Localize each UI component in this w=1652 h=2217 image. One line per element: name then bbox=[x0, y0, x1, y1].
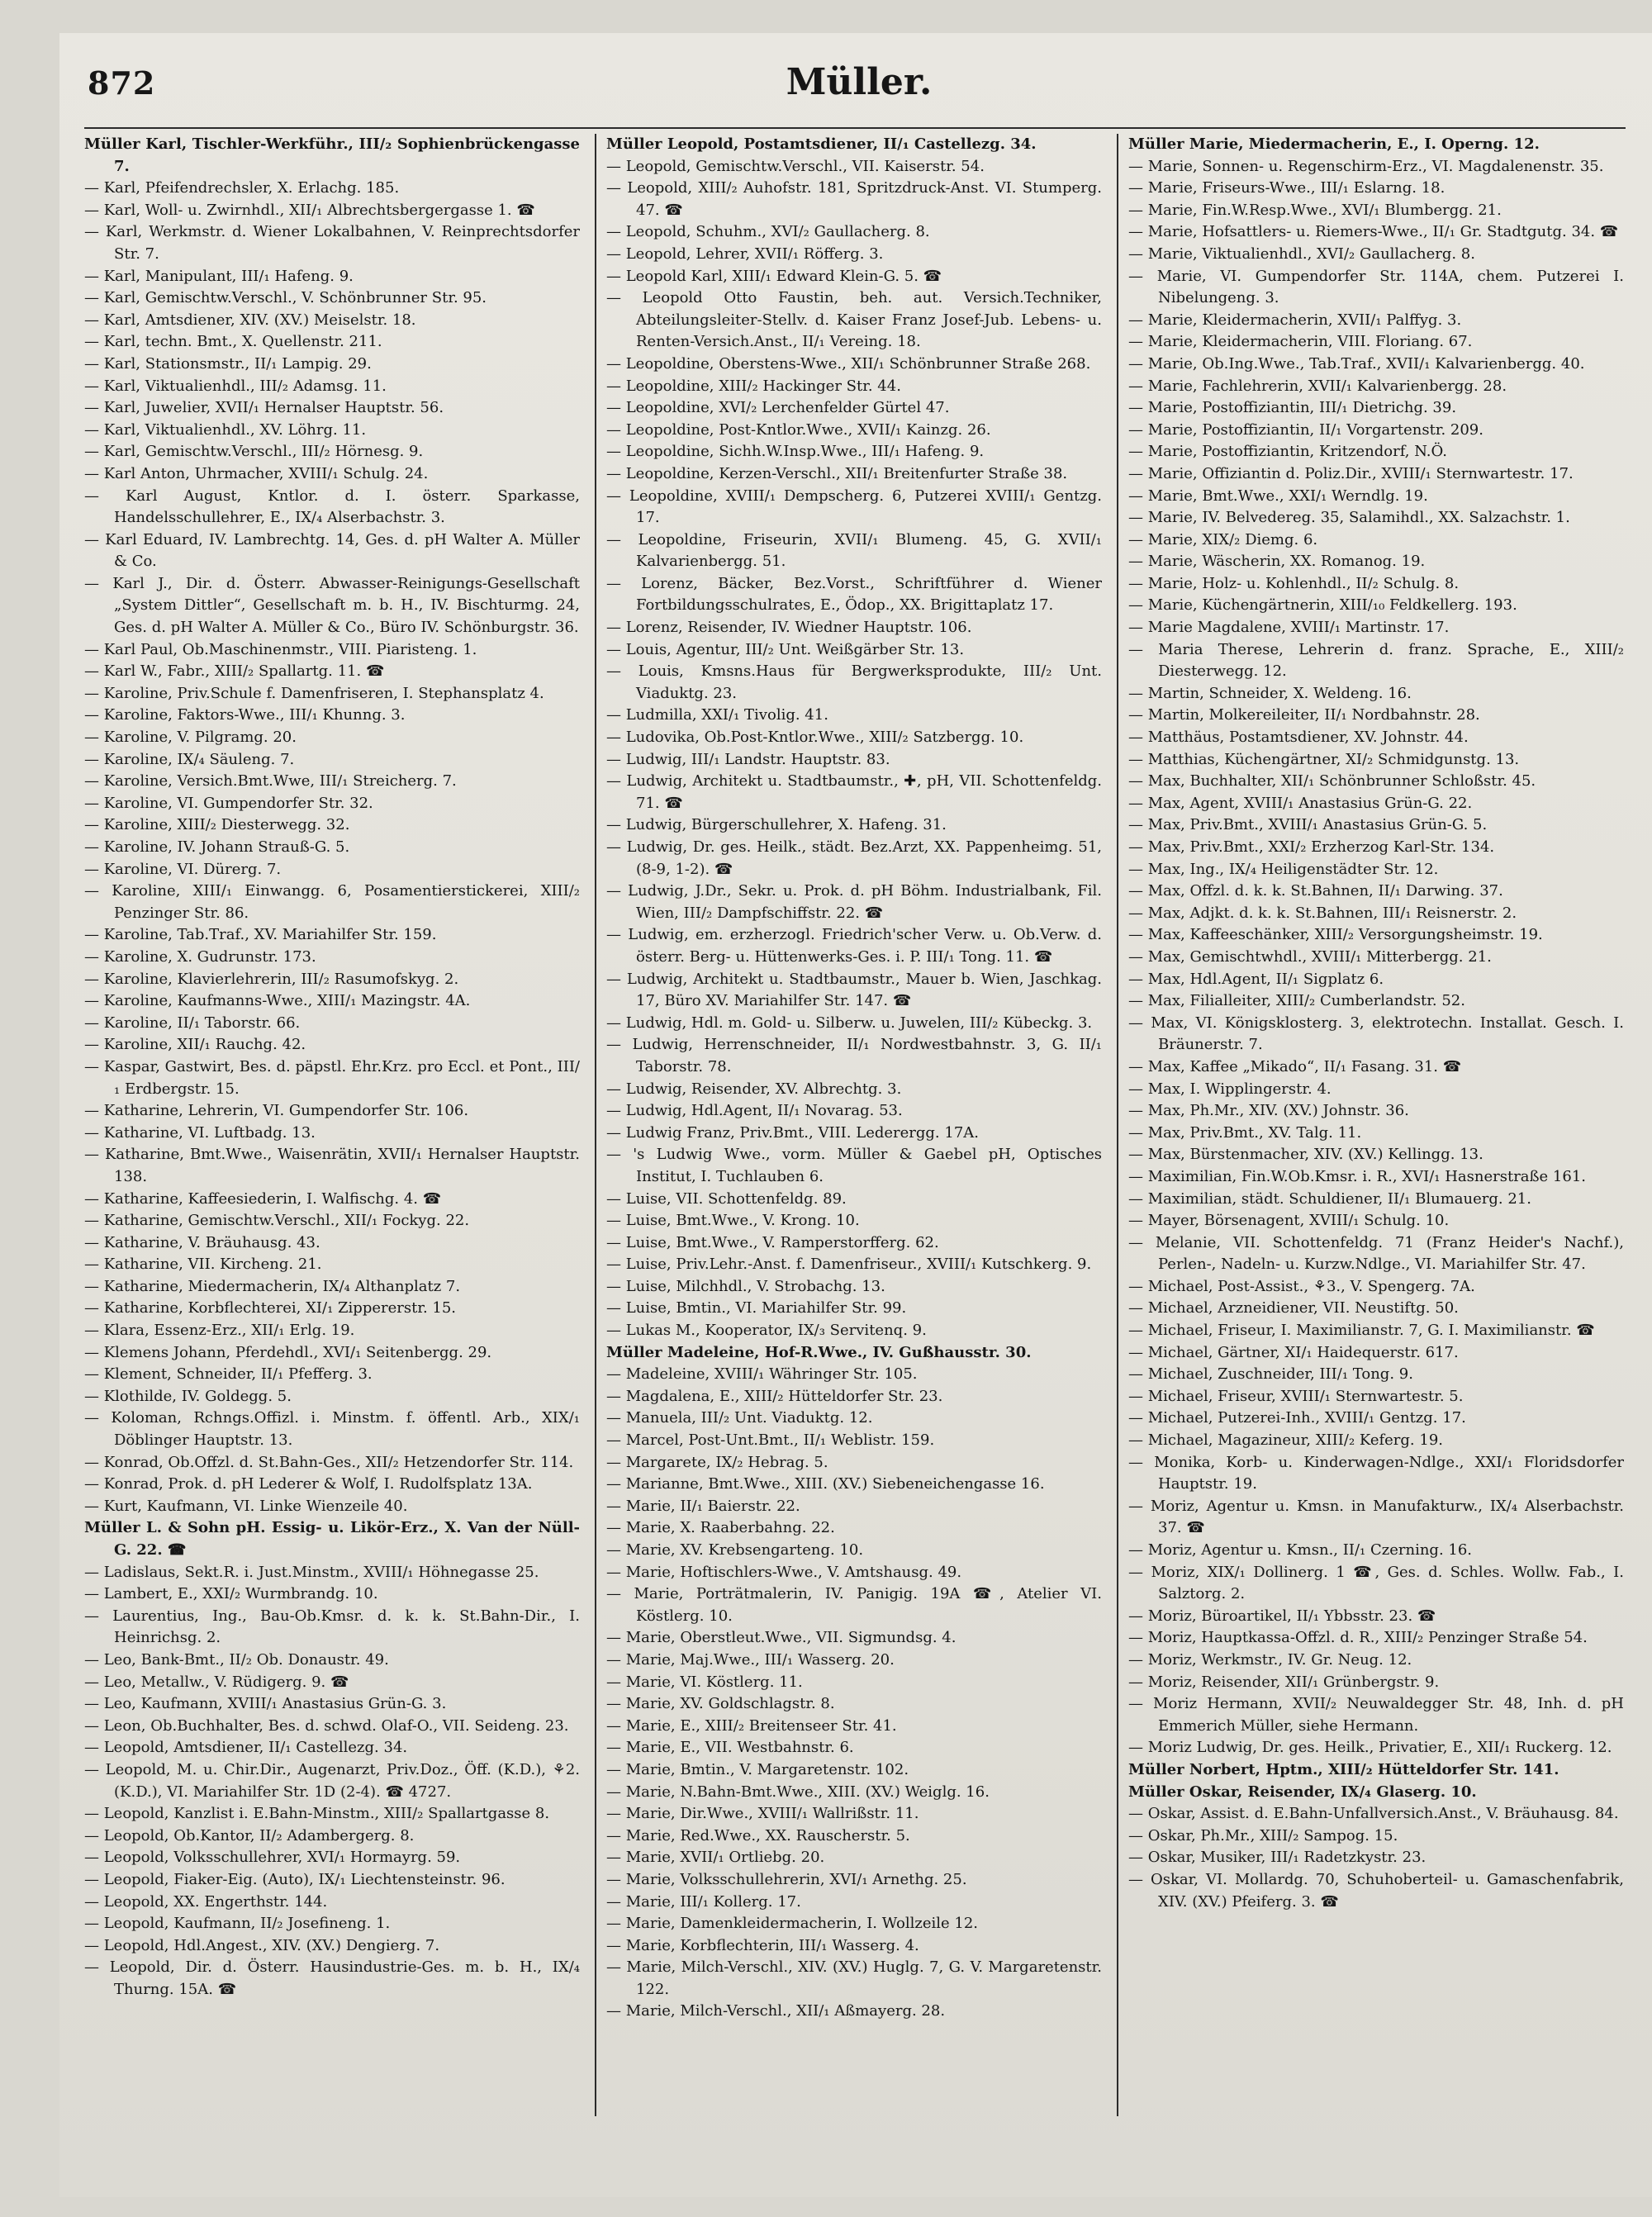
directory-entry: — Klement, Schneider, II/₁ Pfefferg. 3. bbox=[84, 1365, 373, 1384]
column-rule bbox=[595, 134, 596, 2116]
directory-entry: — Moriz, Agentur u. Kmsn., II/₁ Czerning. 16. bbox=[1128, 1541, 1473, 1559]
directory-entry: — Karoline, Klavierlehrerin, III/₂ Rasumofskyg. 2. bbox=[84, 970, 459, 988]
directory-entry: — Karl, Gemischtw.Verschl., V. Schönbrunner Str. 95. bbox=[84, 289, 487, 307]
directory-entry: — Michael, Gärtner, XI/₁ Haidequerstr. 617. bbox=[1128, 1343, 1459, 1361]
directory-entry: — Max, Priv.Bmt., XV. Talg. 11. bbox=[1128, 1123, 1362, 1142]
directory-entry: — Karl, Woll- u. Zwirnhdl., XII/₁ Albrechtsbergergasse 1. ☎ bbox=[84, 201, 535, 219]
directory-entry: — Magdalena, E., XIII/₂ Hütteldorfer Str. 23. bbox=[606, 1387, 943, 1405]
directory-entry: — Leopold, Fiaker-Eig. (Auto), IX/₁ Liechtensteinstr. 96. bbox=[84, 1870, 506, 1888]
directory-entry: — Leopoldine, XVIII/₁ Dempscherg. 6, Putzerei XVIII/₁ Gentzg. 17. bbox=[606, 487, 1102, 527]
directory-entry: — Marie Magdalene, XVIII/₁ Martinstr. 17. bbox=[1128, 619, 1450, 637]
directory-entry: — Moriz, Agentur u. Kmsn. in Manufakturw., IX/₄ Alserbachstr. 37. ☎ bbox=[1128, 1497, 1624, 1537]
directory-entry: — Konrad, Ob.Offzl. d. St.Bahn-Ges., XII/₂ Hetzendorfer Str. 114. bbox=[84, 1453, 574, 1471]
directory-entry: — Klara, Essenz-Erz., XII/₁ Erlg. 19. bbox=[84, 1322, 355, 1340]
directory-entry: — Karoline, Versich.Bmt.Wwe, III/₁ Streicherg. 7. bbox=[84, 772, 457, 790]
directory-entry: — Karoline, XII/₁ Rauchg. 42. bbox=[84, 1036, 306, 1054]
directory-entry: — Marie, VI. Köstlerg. 11. bbox=[606, 1673, 803, 1691]
directory-entry: — Madeleine, XVIII/₁ Währinger Str. 105. bbox=[606, 1365, 918, 1384]
directory-entry: — Marie, IV. Belvedereg. 35, Salamihdl., XX. Salzachstr. 1. bbox=[1128, 509, 1570, 527]
directory-entry: — Luise, VII. Schottenfeldg. 89. bbox=[606, 1189, 847, 1208]
directory-entry: — Max, Ph.Mr., XIV. (XV.) Johnstr. 36. bbox=[1128, 1102, 1409, 1120]
directory-entry: — Michael, Friseur, XVIII/₁ Sternwartestr. 5. bbox=[1128, 1387, 1464, 1405]
directory-entry: — Oskar, Assist. d. E.Bahn-Unfallversich.Anst., V. Bräuhausg. 84. bbox=[1128, 1805, 1619, 1823]
directory-entry: — Karoline, V. Pilgramg. 20. bbox=[84, 729, 297, 747]
directory-entry: — Laurentius, Ing., Bau-Ob.Kmsr. d. k. k. St.Bahn-Dir., I. Heinrichsg. 2. bbox=[84, 1607, 580, 1647]
directory-entry: — Karl Anton, Uhrmacher, XVIII/₁ Schulg. 24. bbox=[84, 464, 429, 482]
directory-entry: — Marie, Kleidermacherin, VIII. Floriang. 67. bbox=[1128, 333, 1473, 351]
directory-entry: — Leopoldine, XVI/₂ Lerchenfelder Gürtel 47. bbox=[606, 399, 950, 417]
directory-entry: — Michael, Friseur, I. Maximilianstr. 7, G. I. Maximilianstr. ☎ bbox=[1128, 1322, 1595, 1340]
directory-entry: — Marie, Hoftischlers-Wwe., V. Amtshausg. 49. bbox=[606, 1563, 962, 1581]
directory-entry: Müller Marie, Miedermacherin, E., I. Operng. 12. bbox=[1128, 135, 1540, 153]
directory-entry: — Manuela, III/₂ Unt. Viaduktg. 12. bbox=[606, 1409, 873, 1427]
directory-entry: — Ludwig, em. erzherzogl. Friedrich'scher Verw. u. Ob.Verw. d. österr. Berg- u. Hüttenwerks-Ges. i. P. III/₁ Tong. 11. ☎ bbox=[606, 926, 1102, 966]
directory-entry: — Maximilian, städt. Schuldiener, II/₁ Blumauerg. 21. bbox=[1128, 1189, 1531, 1208]
directory-entry: — Moriz, Hauptkassa-Offzl. d. R., XIII/₂ Penzinger Straße 54. bbox=[1128, 1629, 1588, 1647]
directory-entry: — Karoline, Faktors-Wwe., III/₁ Khunng. 3. bbox=[84, 706, 406, 724]
directory-entry: — Marie, Bmt.Wwe., XXI/₁ Werndlg. 19. bbox=[1128, 487, 1428, 505]
directory-entry: — Michael, Putzerei-Inh., XVIII/₁ Gentzg. 17. bbox=[1128, 1409, 1466, 1427]
directory-entry: — Mayer, Börsenagent, XVIII/₁ Schulg. 10. bbox=[1128, 1212, 1450, 1230]
directory-entry: — Marie, Red.Wwe., XX. Rauscherstr. 5. bbox=[606, 1826, 910, 1844]
directory-column-3 bbox=[1128, 134, 1624, 2149]
directory-column-1 bbox=[84, 134, 580, 2149]
directory-entry: — Marie, Holz- u. Kohlenhdl., II/₂ Schulg. 8. bbox=[1128, 574, 1460, 592]
directory-entry: — Katharine, Miedermacherin, IX/₄ Althanplatz 7. bbox=[84, 1277, 461, 1295]
directory-entry: — Karl Eduard, IV. Lambrechtg. 14, Ges. d. pH Walter A. Müller & Co. bbox=[84, 530, 580, 571]
directory-entry: — Karl August, Kntlor. d. I. österr. Sparkasse, Handelsschullehrer, E., IX/₄ Alserbachstr. 3. bbox=[84, 487, 580, 527]
directory-entry: — Marie, Fachlehrerin, XVII/₁ Kalvarienbergg. 28. bbox=[1128, 377, 1507, 395]
directory-entry: Müller Karl, Tischler-Werkführ., III/₂ Sophienbrückengasse 7. bbox=[84, 135, 580, 175]
directory-entry: Müller Madeleine, Hof-R.Wwe., IV. Gußhausstr. 30. bbox=[606, 1343, 1032, 1361]
directory-entry: — 's Ludwig Wwe., vorm. Müller & Gaebel pH, Optisches Institut, I. Tuchlauben 6. bbox=[606, 1146, 1102, 1185]
directory-entry: — Karl, techn. Bmt., X. Quellenstr. 211. bbox=[84, 333, 382, 351]
directory-entry: — Marie, Korbflechterin, III/₁ Wasserg. 4. bbox=[606, 1936, 919, 1954]
directory-entry: — Max, I. Wipplingerstr. 4. bbox=[1128, 1080, 1332, 1098]
directory-entry: — Marie, Postoffiziantin, III/₁ Dietrichg. 39. bbox=[1128, 399, 1457, 417]
directory-entry: — Marie, Bmtin., V. Margaretenstr. 102. bbox=[606, 1760, 909, 1778]
directory-entry: — Karl J., Dir. d. Österr. Abwasser-Reinigungs-Gesellschaft „System Dittler“, Gesellschaft m. b. H., IV. Bischturmg. 24, Ges. d. pH Walter A. Müller & Co., Büro IV. Schönburgstr. 36. bbox=[84, 574, 580, 637]
directory-entry: — Marie, Kleidermacherin, XVII/₁ Palffyg. 3. bbox=[1128, 311, 1462, 329]
directory-entry: — Max, Agent, XVIII/₁ Anastasius Grün-G. 22. bbox=[1128, 794, 1473, 812]
directory-entry: — Marie, III/₁ Kollerg. 17. bbox=[606, 1892, 801, 1911]
directory-entry: — Maximilian, Fin.W.Ob.Kmsr. i. R., XVI/₁ Hasnerstraße 161. bbox=[1128, 1167, 1587, 1185]
directory-entry: Müller Oskar, Reisender, IX/₄ Glaserg. 10. bbox=[1128, 1783, 1477, 1801]
directory-entry: — Lorenz, Bäcker, Bez.Vorst., Schriftführer d. Wiener Fortbildungsschulrates, E., Ödop., XX. Brigittaplatz 17. bbox=[606, 574, 1102, 615]
directory-entry: — Leopold, Dir. d. Österr. Hausindustrie-Ges. m. b. H., IX/₄ Thurng. 15A. ☎ bbox=[84, 1958, 580, 1998]
directory-entry: — Ludwig, Architekt u. Stadtbaumstr., Mauer b. Wien, Jaschkag. 17, Büro XV. Mariahilfer Str. 147. ☎ bbox=[606, 970, 1102, 1010]
directory-column-2 bbox=[606, 134, 1102, 2149]
directory-entry: Müller Leopold, Postamtsdiener, II/₁ Castellezg. 34. bbox=[606, 135, 1037, 153]
directory-entry: — Max, Adjkt. d. k. k. St.Bahnen, III/₁ Reisnerstr. 2. bbox=[1128, 904, 1517, 922]
directory-entry: — Katharine, Gemischtw.Verschl., XII/₁ Fockyg. 22. bbox=[84, 1212, 470, 1230]
directory-entry: — Karl, Juwelier, XVII/₁ Hernalser Hauptstr. 56. bbox=[84, 399, 444, 417]
header-rule bbox=[84, 127, 1626, 129]
directory-entry: — Luise, Priv.Lehr.-Anst. f. Damenfriseur., XVIII/₁ Kutschkerg. 9. bbox=[606, 1256, 1092, 1274]
directory-entry: — Katharine, V. Bräuhausg. 43. bbox=[84, 1233, 320, 1251]
directory-entry: — Klothilde, IV. Goldegg. 5. bbox=[84, 1387, 292, 1405]
directory-entry: — Leopoldine, Sichh.W.Insp.Wwe., III/₁ Hafeng. 9. bbox=[606, 443, 985, 461]
directory-entry: — Marie, Ob.Ing.Wwe., Tab.Traf., XVII/₁ Kalvarienbergg. 40. bbox=[1128, 354, 1585, 373]
directory-entry: — Marie, E., XIII/₂ Breitenseer Str. 41. bbox=[606, 1716, 897, 1735]
directory-entry: Müller L. & Sohn pH. Essig- u. Likör-Erz., X. Van der Nüll-G. 22. ☎ bbox=[84, 1519, 580, 1559]
directory-entry: — Marie, Friseurs-Wwe., III/₁ Eslarng. 18. bbox=[1128, 179, 1446, 197]
directory-entry: — Moriz, Büroartikel, II/₁ Ybbsstr. 23. ☎ bbox=[1128, 1607, 1436, 1625]
directory-entry: — Leopoldine, XIII/₂ Hackinger Str. 44. bbox=[606, 377, 901, 395]
directory-entry: — Leopold, Gemischtw.Verschl., VII. Kaiserstr. 54. bbox=[606, 157, 985, 175]
directory-entry: — Karoline, Tab.Traf., XV. Mariahilfer Str. 159. bbox=[84, 926, 437, 944]
directory-entry: — Marie, Postoffiziantin, Kritzendorf, N.Ö. bbox=[1128, 443, 1447, 461]
directory-entry: — Max, Filialleiter, XIII/₂ Cumberlandstr. 52. bbox=[1128, 992, 1465, 1010]
directory-entry: — Katharine, Bmt.Wwe., Waisenrätin, XVII/₁ Hernalser Hauptstr. 138. bbox=[84, 1146, 580, 1185]
directory-entry: — Leopoldine, Post-Kntlor.Wwe., XVII/₁ Kainzg. 26. bbox=[606, 420, 991, 439]
directory-entry: — Karoline, XIII/₁ Einwangg. 6, Posamentierstickerei, XIII/₂ Penzinger Str. 86. bbox=[84, 882, 580, 922]
directory-entry: — Klemens Johann, Pferdehdl., XVI/₁ Seitenbergg. 29. bbox=[84, 1343, 492, 1361]
directory-entry: — Leopold, Kaufmann, II/₂ Josefineng. 1. bbox=[84, 1915, 391, 1933]
directory-entry: — Marie, Küchengärtnerin, XIII/₁₀ Feldkellerg. 193. bbox=[1128, 596, 1517, 615]
directory-entry: — Koloman, Rchngs.Offizl. i. Minstm. f. öffentl. Arb., XIX/₁ Döblinger Hauptstr. 13. bbox=[84, 1409, 580, 1450]
directory-entry: — Moriz, Reisender, XII/₁ Grünbergstr. 9. bbox=[1128, 1673, 1440, 1691]
directory-entry: — Max, Buchhalter, XII/₁ Schönbrunner Schloßstr. 45. bbox=[1128, 772, 1536, 790]
directory-entry: — Leo, Bank-Bmt., II/₂ Ob. Donaustr. 49. bbox=[84, 1650, 389, 1669]
directory-entry: — Ludmilla, XXI/₁ Tivolig. 41. bbox=[606, 706, 828, 724]
directory-entry: — Michael, Post-Assist., ⚘3., V. Spengerg. 7A. bbox=[1128, 1277, 1475, 1295]
directory-entry: — Ludwig, Reisender, XV. Albrechtg. 3. bbox=[606, 1080, 902, 1098]
directory-entry: — Karoline, Kaufmanns-Wwe., XIII/₁ Mazingstr. 4A. bbox=[84, 992, 471, 1010]
directory-entry: — Karoline, IX/₄ Säuleng. 7. bbox=[84, 750, 295, 768]
directory-entry: — Leopold, Lehrer, XVII/₁ Röfferg. 3. bbox=[606, 244, 884, 263]
directory-entry: — Marie, Wäscherin, XX. Romanog. 19. bbox=[1128, 553, 1426, 571]
directory-entry: — Marie, Oberstleut.Wwe., VII. Sigmundsg. 4. bbox=[606, 1629, 957, 1647]
directory-entry: — Karl, Werkmstr. d. Wiener Lokalbahnen, V. Reinprechtsdorfer Str. 7. bbox=[84, 223, 580, 263]
directory-entry: — Michael, Arzneidiener, VII. Neustiftg. 50. bbox=[1128, 1299, 1459, 1317]
directory-entry: — Luise, Bmtin., VI. Mariahilfer Str. 99. bbox=[606, 1299, 907, 1317]
directory-entry: — Leopold, M. u. Chir.Dir., Augenarzt, Priv.Doz., Öff. (K.D.), ⚘2. (K.D.), VI. Mariahilfer Str. 1D (2-4). ☎ 4727. bbox=[84, 1760, 580, 1801]
directory-entry: — Karl, Viktualienhdl., III/₂ Adamsg. 11. bbox=[84, 377, 387, 395]
directory-entry: — Leopoldine, Kerzen-Verschl., XII/₁ Breitenfurter Straße 38. bbox=[606, 464, 1068, 482]
directory-entry: — Luise, Bmt.Wwe., V. Ramperstorfferg. 62. bbox=[606, 1233, 939, 1251]
directory-entry: — Moriz Hermann, XVII/₂ Neuwaldegger Str. 48, Inh. d. pH Emmerich Müller, siehe Hermann. bbox=[1128, 1695, 1624, 1735]
directory-entry: — Katharine, Lehrerin, VI. Gumpendorfer Str. 106. bbox=[84, 1102, 469, 1120]
directory-entry: — Ludwig, J.Dr., Sekr. u. Prok. d. pH Böhm. Industrialbank, Fil. Wien, III/₂ Dampfschiffstr. 22. ☎ bbox=[606, 882, 1102, 922]
directory-entry: — Ludwig, Dr. ges. Heilk., städt. Bez.Arzt, XX. Pappenheimg. 51, (8-9, 1-2). ☎ bbox=[606, 838, 1102, 878]
directory-entry: — Karl Paul, Ob.Maschinenmstr., VIII. Piaristeng. 1. bbox=[84, 640, 477, 658]
directory-entry: — Max, Kaffeeschänker, XIII/₂ Versorgungsheimstr. 19. bbox=[1128, 926, 1543, 944]
directory-entry: — Max, Bürstenmacher, XIV. (XV.) Kellingg. 13. bbox=[1128, 1146, 1483, 1164]
directory-entry: — Marie, XVII/₁ Ortliebg. 20. bbox=[606, 1849, 825, 1867]
directory-entry: — Marie, X. Raaberbahng. 22. bbox=[606, 1519, 835, 1537]
directory-entry: — Moriz, Werkmstr., IV. Gr. Neug. 12. bbox=[1128, 1650, 1412, 1669]
directory-entry: — Katharine, Kaffeesiederin, I. Walfischg. 4. ☎ bbox=[84, 1189, 442, 1208]
directory-entry: — Max, Offzl. d. k. k. St.Bahnen, II/₁ Darwing. 37. bbox=[1128, 882, 1503, 900]
directory-entry: — Moriz Ludwig, Dr. ges. Heilk., Privatier, E., XII/₁ Ruckerg. 12. bbox=[1128, 1739, 1612, 1757]
directory-entry: — Matthias, Küchengärtner, XI/₂ Schmidgunstg. 13. bbox=[1128, 750, 1520, 768]
directory-entry: — Luise, Milchhdl., V. Strobachg. 13. bbox=[606, 1277, 885, 1295]
directory-entry: — Marie, II/₁ Baierstr. 22. bbox=[606, 1497, 800, 1515]
directory-entry: — Ludwig, Architekt u. Stadtbaumstr., ✚, pH, VII. Schottenfeldg. 71. ☎ bbox=[606, 772, 1102, 812]
directory-entry: — Leopold, Volksschullehrer, XVI/₁ Hormayrg. 59. bbox=[84, 1849, 461, 1867]
directory-entry: — Ludwig, Hdl. m. Gold- u. Silberw. u. Juwelen, III/₂ Kübeckg. 3. bbox=[606, 1014, 1093, 1032]
directory-entry: — Maria Therese, Lehrerin d. franz. Sprache, E., XIII/₂ Diesterwegg. 12. bbox=[1128, 640, 1624, 681]
directory-entry: — Marie, Milch-Verschl., XII/₁ Aßmayerg. 28. bbox=[606, 2002, 946, 2020]
directory-entry: — Ludovika, Ob.Post-Kntlor.Wwe., XIII/₂ Satzbergg. 10. bbox=[606, 729, 1024, 747]
directory-entry: — Marie, Sonnen- u. Regenschirm-Erz., VI. Magdalenenstr. 35. bbox=[1128, 157, 1604, 175]
directory-entry: — Max, Priv.Bmt., XVIII/₁ Anastasius Grün-G. 5. bbox=[1128, 816, 1488, 834]
directory-entry: — Ludwig Franz, Priv.Bmt., VIII. Lederergg. 17A. bbox=[606, 1123, 979, 1142]
directory-entry: — Marianne, Bmt.Wwe., XIII. (XV.) Siebeneichengasse 16. bbox=[606, 1475, 1045, 1493]
directory-entry: — Marie, Offiziantin d. Poliz.Dir., XVIII/₁ Sternwartestr. 17. bbox=[1128, 464, 1574, 482]
directory-entry: — Marie, Dir.Wwe., XVIII/₁ Wallrißstr. 11. bbox=[606, 1805, 919, 1823]
directory-entry: — Katharine, VI. Luftbadg. 13. bbox=[84, 1123, 316, 1142]
directory-entry: — Katharine, Korbflechterei, XI/₁ Zippererstr. 15. bbox=[84, 1299, 457, 1317]
directory-entry: — Max, Priv.Bmt., XXI/₂ Erzherzog Karl-Str. 134. bbox=[1128, 838, 1495, 856]
directory-entry: — Michael, Zuschneider, III/₁ Tong. 9. bbox=[1128, 1365, 1413, 1384]
directory-entry: — Leopoldine, Friseurin, XVII/₁ Blumeng. 45, G. XVII/₁ Kalvarienbergg. 51. bbox=[606, 530, 1102, 571]
directory-entry: — Marie, XIX/₂ Diemg. 6. bbox=[1128, 530, 1318, 548]
directory-entry: — Louis, Kmsns.Haus für Bergwerksprodukte, III/₂ Unt. Viaduktg. 23. bbox=[606, 662, 1102, 702]
directory-entry: — Michael, Magazineur, XIII/₂ Keferg. 19. bbox=[1128, 1431, 1444, 1450]
page-number: 872 bbox=[88, 64, 156, 102]
directory-entry: — Martin, Schneider, X. Weldeng. 16. bbox=[1128, 684, 1412, 702]
column-rule bbox=[1117, 134, 1118, 2116]
directory-page bbox=[59, 33, 1652, 2197]
directory-entry: — Karoline, IV. Johann Strauß-G. 5. bbox=[84, 838, 350, 856]
directory-entry: — Max, Gemischtwhdl., XVIII/₁ Mitterbergg. 21. bbox=[1128, 947, 1492, 966]
directory-entry: — Karoline, Priv.Schule f. Damenfriseren, I. Stephansplatz 4. bbox=[84, 684, 544, 702]
directory-entry: — Leopold, XIII/₂ Auhofstr. 181, Spritzdruck-Anst. VI. Stumperg. 47. ☎ bbox=[606, 179, 1102, 219]
directory-entry: — Max, Hdl.Agent, II/₁ Sigplatz 6. bbox=[1128, 970, 1384, 988]
directory-entry: — Marie, Maj.Wwe., III/₁ Wasserg. 20. bbox=[606, 1650, 895, 1669]
directory-entry: — Oskar, Ph.Mr., XIII/₂ Sampog. 15. bbox=[1128, 1826, 1398, 1844]
directory-entry: — Katharine, VII. Kircheng. 21. bbox=[84, 1256, 322, 1274]
directory-entry: — Leopold, Kanzlist i. E.Bahn-Minstm., XIII/₂ Spallartgasse 8. bbox=[84, 1805, 550, 1823]
directory-entry: — Karl, Viktualienhdl., XV. Löhrg. 11. bbox=[84, 420, 367, 439]
directory-entry: — Karl, Manipulant, III/₁ Hafeng. 9. bbox=[84, 267, 354, 285]
directory-entry: — Leopold Otto Faustin, beh. aut. Versich.Techniker, Abteilungsleiter-Stellv. d. Kaiser Franz Josef-Jub. Lebens- u. Renten-Versich.Anst., II/₁ Vereing. 18. bbox=[606, 289, 1102, 351]
directory-entry: — Karoline, II/₁ Taborstr. 66. bbox=[84, 1014, 301, 1032]
directory-entry: — Ludwig, Hdl.Agent, II/₁ Novarag. 53. bbox=[606, 1102, 903, 1120]
directory-entry: — Konrad, Prok. d. pH Lederer & Wolf, I. Rudolfsplatz 13A. bbox=[84, 1475, 533, 1493]
directory-entry: — Martin, Molkereileiter, II/₁ Nordbahnstr. 28. bbox=[1128, 706, 1480, 724]
directory-entry: — Marie, XV. Krebsengarteng. 10. bbox=[606, 1541, 864, 1559]
directory-entry: — Leopold, Hdl.Angest., XIV. (XV.) Dengierg. 7. bbox=[84, 1936, 440, 1954]
directory-entry: — Marie, Milch-Verschl., XIV. (XV.) Huglg. 7, G. V. Margaretenstr. 122. bbox=[606, 1958, 1102, 1998]
directory-entry: — Moriz, XIX/₁ Dollinerg. 1 ☎, Ges. d. Schles. Wollw. Fab., I. Salztorg. 2. bbox=[1128, 1563, 1624, 1603]
directory-entry: — Margarete, IX/₂ Hebrag. 5. bbox=[606, 1453, 828, 1471]
directory-entry: — Lorenz, Reisender, IV. Wiedner Hauptstr. 106. bbox=[606, 619, 972, 637]
directory-entry: — Marie, Viktualienhdl., XVI/₂ Gaullacherg. 8. bbox=[1128, 244, 1475, 263]
directory-entry: — Lambert, E., XXI/₂ Wurmbrandg. 10. bbox=[84, 1585, 378, 1603]
directory-entry: — Karl W., Fabr., XIII/₂ Spallartg. 11. ☎ bbox=[84, 662, 385, 681]
directory-entry: — Karoline, VI. Dürerg. 7. bbox=[84, 860, 282, 878]
directory-entry: — Karl, Pfeifendrechsler, X. Erlachg. 185. bbox=[84, 179, 400, 197]
directory-entry: — Leopold, Amtsdiener, II/₁ Castellezg. 34. bbox=[84, 1739, 408, 1757]
directory-entry: — Marie, Fin.W.Resp.Wwe., XVI/₁ Blumbergg. 21. bbox=[1128, 201, 1502, 219]
directory-entry: — Oskar, Musiker, III/₁ Radetzkystr. 23. bbox=[1128, 1849, 1427, 1867]
directory-entry: — Luise, Bmt.Wwe., V. Krong. 10. bbox=[606, 1212, 860, 1230]
directory-entry: — Leopold Karl, XIII/₁ Edward Klein-G. 5. ☎ bbox=[606, 267, 942, 285]
directory-entry: — Marie, Postoffiziantin, II/₁ Vorgartenstr. 209. bbox=[1128, 420, 1483, 439]
directory-entry: — Melanie, VII. Schottenfeldg. 71 (Franz Heider's Nachf.), Perlen-, Nadeln- u. Kurzw.Ndlge., VI. Mariahilfer Str. 47. bbox=[1128, 1233, 1624, 1274]
directory-entry: — Monika, Korb- u. Kinderwagen-Ndlge., XXI/₁ Floridsdorfer Hauptstr. 19. bbox=[1128, 1453, 1624, 1493]
directory-entry: — Louis, Agentur, III/₂ Unt. Weißgärber Str. 13. bbox=[606, 640, 965, 658]
directory-entry: — Ludwig, Herrenschneider, II/₁ Nordwestbahnstr. 3, G. II/₁ Taborstr. 78. bbox=[606, 1036, 1102, 1075]
directory-entry: — Max, Ing., IX/₄ Heiligenstädter Str. 12. bbox=[1128, 860, 1439, 878]
directory-entry: — Oskar, VI. Mollardg. 70, Schuhoberteil- u. Gamaschenfabrik, XIV. (XV.) Pfeiferg. 3. ☎ bbox=[1128, 1870, 1624, 1911]
directory-entry: — Leopoldine, Oberstens-Wwe., XII/₁ Schönbrunner Straße 268. bbox=[606, 354, 1091, 373]
directory-entry: — Marie, N.Bahn-Bmt.Wwe., XIII. (XV.) Weiglg. 16. bbox=[606, 1783, 990, 1801]
directory-entry: — Karl, Stationsmstr., II/₁ Lampig. 29. bbox=[84, 354, 372, 373]
directory-entry: — Karoline, VI. Gumpendorfer Str. 32. bbox=[84, 794, 373, 812]
directory-entry: — Marie, Hofsattlers- u. Riemers-Wwe., II/₁ Gr. Stadtgutg. 34. ☎ bbox=[1128, 223, 1619, 241]
directory-entry: — Marie, Volksschullehrerin, XVI/₁ Arnethg. 25. bbox=[606, 1870, 967, 1888]
directory-entry: — Matthäus, Postamtsdiener, XV. Johnstr. 44. bbox=[1128, 729, 1469, 747]
running-head: Müller. bbox=[786, 61, 933, 103]
directory-entry: Müller Norbert, Hptm., XIII/₂ Hütteldorfer Str. 141. bbox=[1128, 1760, 1559, 1778]
directory-entry: — Ludwig, III/₁ Landstr. Hauptstr. 83. bbox=[606, 750, 890, 768]
directory-entry: — Leopold, Schuhm., XVI/₂ Gaullacherg. 8. bbox=[606, 223, 930, 241]
directory-entry: — Leo, Kaufmann, XVIII/₁ Anastasius Grün-G. 3. bbox=[84, 1695, 447, 1713]
directory-entry: — Marcel, Post-Unt.Bmt., II/₁ Weblistr. 159. bbox=[606, 1431, 935, 1450]
directory-entry: — Leopold, Ob.Kantor, II/₂ Adambergerg. 8. bbox=[84, 1826, 415, 1844]
directory-entry: — Leon, Ob.Buchhalter, Bes. d. schwd. Olaf-O., VII. Seideng. 23. bbox=[84, 1716, 569, 1735]
directory-entry: — Leopold, XX. Engerthstr. 144. bbox=[84, 1892, 328, 1911]
directory-entry: — Marie, Damenkleidermacherin, I. Wollzeile 12. bbox=[606, 1915, 979, 1933]
directory-entry: — Max, Kaffee „Mikado“, II/₁ Fasang. 31. ☎ bbox=[1128, 1057, 1462, 1075]
directory-entry: — Karl, Gemischtw.Verschl., III/₂ Hörnesg. 9. bbox=[84, 443, 424, 461]
directory-entry: — Marie, E., VII. Westbahnstr. 6. bbox=[606, 1739, 854, 1757]
directory-entry: — Karoline, X. Gudrunstr. 173. bbox=[84, 947, 316, 966]
directory-entry: — Kurt, Kaufmann, VI. Linke Wienzeile 40. bbox=[84, 1497, 408, 1515]
directory-entry: — Ludwig, Bürgerschullehrer, X. Hafeng. 31. bbox=[606, 816, 947, 834]
directory-entry: — Kaspar, Gastwirt, Bes. d. päpstl. Ehr.Krz. pro Eccl. et Pont., III/₁ Erdbergstr. 15. bbox=[84, 1057, 580, 1098]
directory-entry: — Max, VI. Königsklosterg. 3, elektrotechn. Installat. Gesch. I. Bräunerstr. 7. bbox=[1128, 1014, 1624, 1054]
directory-entry: — Karoline, XIII/₂ Diesterwegg. 32. bbox=[84, 816, 350, 834]
directory-entry: — Karl, Amtsdiener, XIV. (XV.) Meiselstr. 18. bbox=[84, 311, 416, 329]
directory-entry: — Leo, Metallw., V. Rüdigerg. 9. ☎ bbox=[84, 1673, 349, 1691]
directory-entry: — Marie, Porträtmalerin, IV. Panigig. 19A ☎, Atelier VI. Köstlerg. 10. bbox=[606, 1585, 1102, 1625]
directory-entry: — Marie, XV. Goldschlagstr. 8. bbox=[606, 1695, 835, 1713]
directory-entry: — Marie, VI. Gumpendorfer Str. 114A, chem. Putzerei I. Nibelungeng. 3. bbox=[1128, 267, 1624, 307]
directory-entry: — Ladislaus, Sekt.R. i. Just.Minstm., XVIII/₁ Höhnegasse 25. bbox=[84, 1563, 539, 1581]
directory-entry: — Lukas M., Kooperator, IX/₃ Servitenq. 9. bbox=[606, 1322, 927, 1340]
